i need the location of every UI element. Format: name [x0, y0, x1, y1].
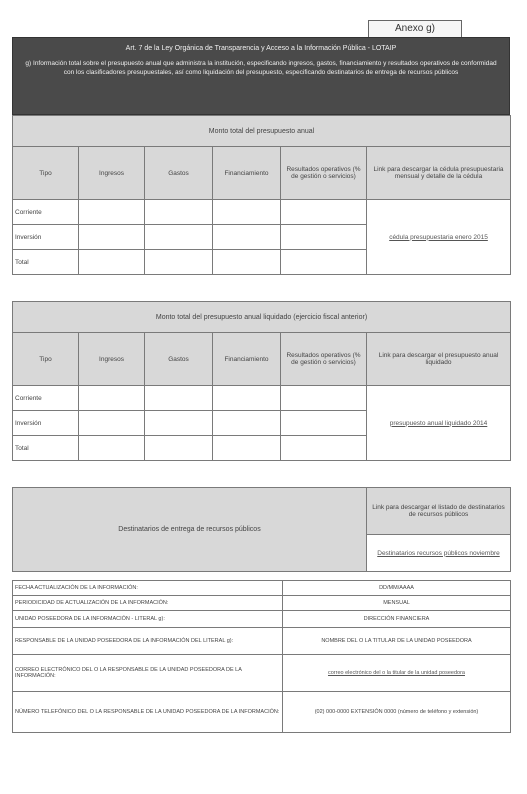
budget-liquidated-table: [12, 301, 511, 461]
col-tipo: Tipo: [13, 333, 79, 386]
cell: [79, 225, 145, 250]
update-frequency-value: MENSUAL: [283, 596, 511, 611]
responsible-name-value: NOMBRE DEL O LA TITULAR DE LA UNIDAD POSEEDORA: [283, 628, 511, 655]
cell: [213, 225, 281, 250]
liquidated-budget-link[interactable]: presupuesto anual liquidado 2014: [389, 419, 488, 427]
row-label: Total: [13, 436, 79, 461]
update-date-label: FECHA ACTUALIZACIÓN DE LA INFORMACIÓN:: [13, 581, 283, 596]
responsible-email-link[interactable]: correo electrónico del o la titular de la unidad poseedora: [328, 670, 465, 676]
recipients-link[interactable]: Destinatarios recursos públicos noviembre: [377, 549, 500, 557]
row-label: Corriente: [13, 386, 79, 411]
cell: [79, 386, 145, 411]
cell: [145, 250, 213, 275]
responsible-info-table: [12, 580, 511, 733]
cell: [213, 436, 281, 461]
update-date-value: DD/MM/AAAA: [283, 581, 511, 596]
cell: [79, 436, 145, 461]
law-article-title: Art. 7 de la Ley Orgánica de Transparencia y Acceso a la Información Pública - LOTAIP: [125, 45, 397, 52]
cell: [213, 250, 281, 275]
annex-label: Anexo g): [368, 20, 462, 38]
col-resultados: Resultados operativos (% de gestión o servicios): [281, 333, 367, 386]
responsible-email-label: CORREO ELECTRÓNICO DEL O LA RESPONSABLE DE LA UNIDAD POSEEDORA DE LA INFORMACIÓN:: [13, 655, 283, 692]
holding-unit-value: DIRECCIÓN FINANCIERA: [283, 611, 511, 628]
budget-total-table: [12, 115, 511, 275]
cell: [79, 200, 145, 225]
col-ingresos: Ingresos: [79, 333, 145, 386]
budget-link-cell: [367, 200, 511, 275]
recipients-table: [12, 487, 511, 572]
row-label: Inversión: [13, 411, 79, 436]
responsible-phone-label: NÚMERO TELEFÓNICO DEL O LA RESPONSABLE DE LA UNIDAD POSEEDORA DE LA INFORMACIÓN:: [13, 692, 283, 733]
cell: [213, 411, 281, 436]
cell: [281, 225, 367, 250]
row-label: Inversión: [13, 225, 79, 250]
liquidated-link-cell: [367, 386, 511, 461]
responsible-name-label: RESPONSABLE DE LA UNIDAD POSEEDORA DE LA INFORMACIÓN DEL LITERAL g):: [13, 628, 283, 655]
cell: [145, 200, 213, 225]
budget-cedula-link[interactable]: cédula presupuestaria enero 2015: [389, 233, 488, 241]
section-title: Monto total del presupuesto anual: [13, 116, 511, 147]
cell: [213, 386, 281, 411]
update-frequency-label: PERIODICIDAD DE ACTUALIZACIÓN DE LA INFORMACIÓN:: [13, 596, 283, 611]
col-tipo: Tipo: [13, 147, 79, 200]
row-label: Corriente: [13, 200, 79, 225]
col-link: Link para descargar la cédula presupuestaria mensual y detalle de la cédula: [367, 147, 511, 200]
responsible-email-value: [283, 655, 511, 692]
col-financiamiento: Financiamiento: [213, 333, 281, 386]
cell: [281, 200, 367, 225]
recipients-link-header: Link para descargar el listado de destinatarios de recursos públicos: [367, 488, 511, 535]
col-gastos: Gastos: [145, 333, 213, 386]
recipients-link-cell: [367, 535, 511, 572]
cell: [79, 411, 145, 436]
cell: [145, 436, 213, 461]
document-header: [12, 37, 510, 115]
cell: [281, 436, 367, 461]
cell: [213, 200, 281, 225]
col-financiamiento: Financiamiento: [213, 147, 281, 200]
section-title: Monto total del presupuesto anual liquidado (ejercicio fiscal anterior): [13, 302, 511, 333]
recipients-title: Destinatarios de entrega de recursos públicos: [13, 488, 367, 572]
cell: [145, 386, 213, 411]
cell: [281, 411, 367, 436]
holding-unit-label: UNIDAD POSEEDORA DE LA INFORMACIÓN - LITERAL g):: [13, 611, 283, 628]
col-link: Link para descargar el presupuesto anual liquidado: [367, 333, 511, 386]
col-gastos: Gastos: [145, 147, 213, 200]
literal-description: g) Información total sobre el presupuesto anual que administra la institución, especificando ingresos, gastos, financiamiento y resultados operativos de conformidad con los clasificadores presupuestales, así como liquidación del presupuesto, especificando destinatarios de entrega de recursos públicos: [25, 60, 497, 76]
cell: [281, 250, 367, 275]
row-label: Total: [13, 250, 79, 275]
cell: [79, 250, 145, 275]
cell: [281, 386, 367, 411]
responsible-phone-value: (02) 000-0000 EXTENSIÓN 0000 (número de teléfono y extensión): [283, 692, 511, 733]
col-ingresos: Ingresos: [79, 147, 145, 200]
cell: [145, 225, 213, 250]
col-resultados: Resultados operativos (% de gestión o servicios): [281, 147, 367, 200]
cell: [145, 411, 213, 436]
